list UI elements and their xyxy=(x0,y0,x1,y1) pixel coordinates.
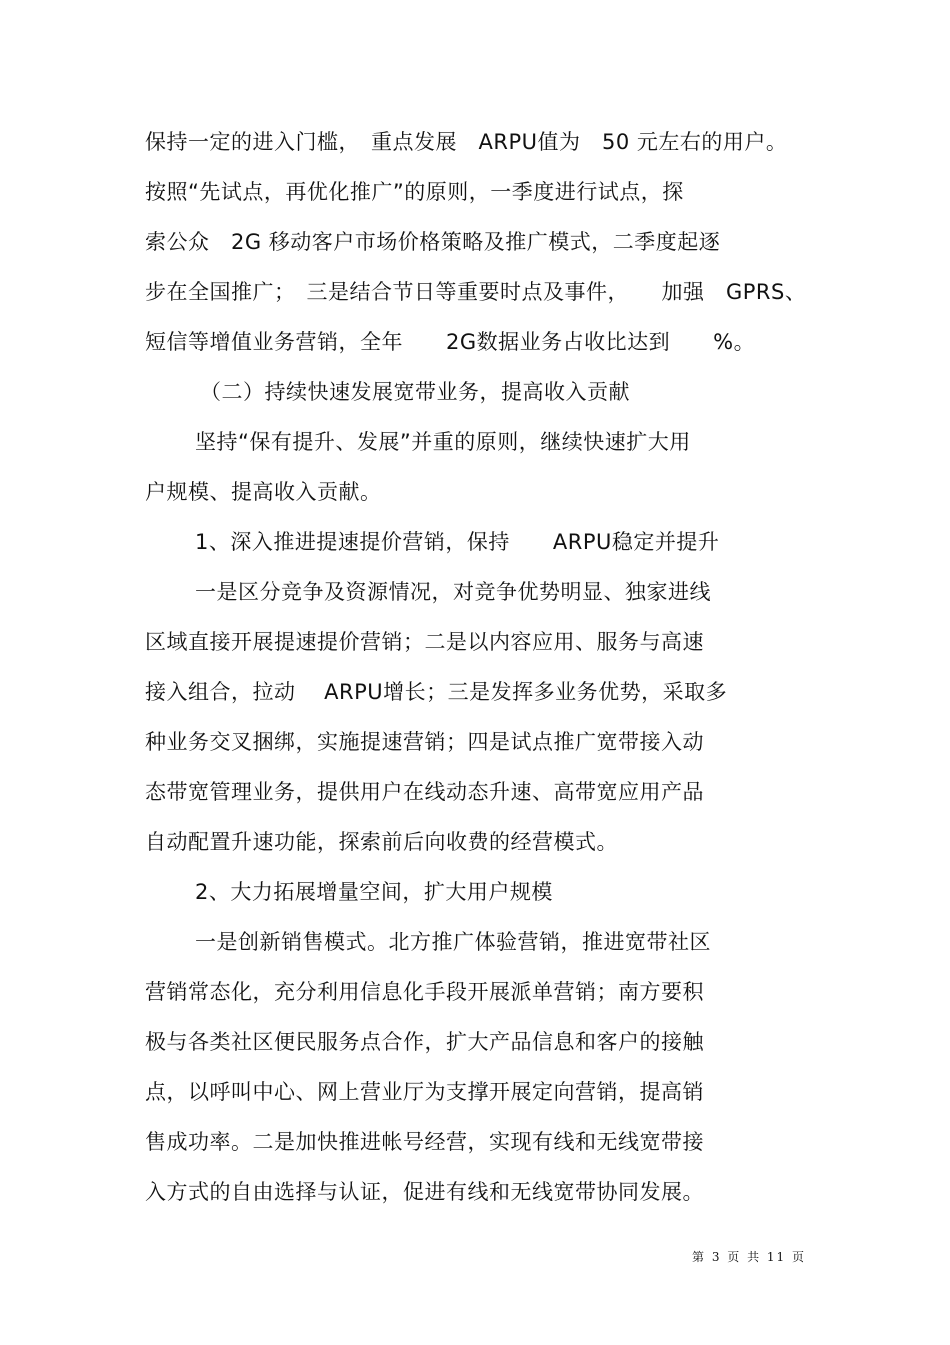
paragraph-first-line: 一是创新销售模式。北方推广体验营销，推进宽带社区 xyxy=(195,930,711,954)
body-line: 接入组合，拉动 ARPU增长；三是发挥多业务优势，采取多 xyxy=(145,680,728,704)
body-line: 营销常态化，充分利用信息化手段开展派单营销；南方要积 xyxy=(145,980,704,1004)
body-line: 短信等增值业务营销，全年 2G数据业务占收比达到 %。 xyxy=(145,330,756,354)
body-line: 按照“先试点，再优化推广”的原则，一季度进行试点，探 xyxy=(145,180,684,204)
body-line: 售成功率。二是加快推进帐号经营，实现有线和无线宽带接 xyxy=(145,1130,704,1154)
body-line: 自动配置升速功能，探索前后向收费的经营模式。 xyxy=(145,830,618,854)
body-line: 区域直接开展提速提价营销；二是以内容应用、服务与高速 xyxy=(145,630,704,654)
paragraph-first-line: 坚持“保有提升、发展”并重的原则，继续快速扩大用 xyxy=(195,430,691,454)
body-line: 态带宽管理业务，提供用户在线动态升速、高带宽应用产品 xyxy=(145,780,704,804)
subsection-heading: 1、深入推进提速提价营销，保持 ARPU稳定并提升 xyxy=(195,530,720,554)
body-line: 保持一定的进入门槛， 重点发展 ARPU值为 50 元左右的用户。 xyxy=(145,130,788,154)
body-line: 点，以呼叫中心、网上营业厅为支撑开展定向营销，提高销 xyxy=(145,1080,704,1104)
body-line: 极与各类社区便民服务点合作，扩大产品信息和客户的接触 xyxy=(145,1030,704,1054)
subsection-heading: 2、大力拓展增量空间，扩大用户规模 xyxy=(195,880,553,904)
body-line: 种业务交叉捆绑，实施提速营销；四是试点推广宽带接入动 xyxy=(145,730,704,754)
body-line: 索公众 2G 移动客户市场价格策略及推广模式，二季度起逐 xyxy=(145,230,721,254)
body-line: 步在全国推广； 三是结合节日等重要时点及事件， 加强 GPRS、 xyxy=(145,280,807,304)
section-heading: （二）持续快速发展宽带业务，提高收入贡献 xyxy=(200,380,630,404)
page-number-footer: 第 3 页 共 11 页 xyxy=(692,1250,806,1264)
paragraph-first-line: 一是区分竞争及资源情况，对竞争优势明显、独家进线 xyxy=(195,580,711,604)
body-line: 户规模、提高收入贡献。 xyxy=(145,480,382,504)
body-line: 入方式的自由选择与认证，促进有线和无线宽带协同发展。 xyxy=(145,1180,704,1204)
